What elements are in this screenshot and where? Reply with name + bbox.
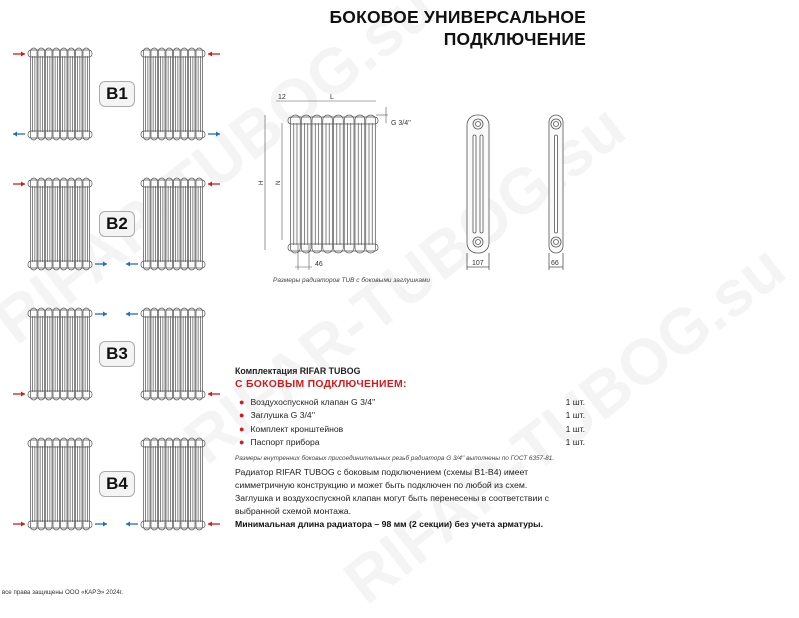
radiator-side-view-66 <box>549 115 563 270</box>
kit-item-name-wrap <box>239 397 375 407</box>
kit-item-name: Паспорт прибора <box>250 437 320 448</box>
supply-arrow-icon <box>13 392 25 397</box>
kit-item <box>235 409 585 423</box>
supply-arrow-icon <box>208 392 220 397</box>
description-p1: Радиатор RIFAR TUBOG с боковым подключением (схемы B1-B4) имеет симметричную конструкцию и может быть подключен по любой из схем. <box>235 467 529 490</box>
radiator-side-view-107 <box>467 115 489 270</box>
kit-item <box>235 395 585 409</box>
radiator-icon <box>28 178 92 270</box>
return-arrow-icon <box>126 522 138 527</box>
supply-arrow-icon <box>13 52 25 57</box>
return-arrow-icon <box>95 312 107 317</box>
dim-H: H <box>259 180 265 185</box>
copyright-footer: все права защищены ООО «КАРЭ» 2024г. <box>2 589 124 596</box>
radiator-icon <box>28 48 92 140</box>
drawing-caption: Размеры радиаторов TUB с боковыми заглушками <box>273 277 431 284</box>
supply-arrow-icon <box>13 182 25 187</box>
dim-107: 107 <box>472 260 484 267</box>
supply-arrow-icon <box>208 52 220 57</box>
kit-section <box>235 366 585 462</box>
kit-item-name-wrap <box>239 437 320 447</box>
dimension-drawing <box>260 95 600 280</box>
radiator-icon <box>288 115 378 253</box>
supply-arrow-icon <box>13 522 25 527</box>
description-p2: Заглушка и воздухоспускной клапан могут быть перенесены в соответствии с выбранной схемой монтажа. <box>235 493 549 516</box>
radiator-icon <box>28 438 92 530</box>
bullet-icon: ● <box>239 437 245 448</box>
dim-12: 12 <box>278 94 286 101</box>
scheme-label: B3 <box>99 341 135 367</box>
return-arrow-icon <box>95 522 107 527</box>
kit-item <box>235 436 585 450</box>
bullet-icon: ● <box>239 423 245 434</box>
supply-arrow-icon <box>208 522 220 527</box>
radiator-icon <box>141 308 205 400</box>
bullet-icon: ● <box>239 396 245 407</box>
return-arrow-icon <box>126 312 138 317</box>
kit-item-name-wrap <box>239 410 315 420</box>
dim-L: L <box>330 94 334 101</box>
kit-item-qty: 1 шт. <box>565 410 585 421</box>
supply-arrow-icon <box>208 182 220 187</box>
description-p3: Минимальная длина радиатора – 98 мм (2 секции) без учета арматуры. <box>235 519 544 529</box>
scheme-label: B2 <box>99 211 135 237</box>
description <box>235 466 585 531</box>
page-title <box>329 6 586 50</box>
kit-item-qty: 1 шт. <box>565 437 585 448</box>
scheme-label: B1 <box>99 81 135 107</box>
scheme-label: B4 <box>99 471 135 497</box>
radiator-front-view <box>288 115 378 253</box>
kit-item-qty: 1 шт. <box>565 423 585 434</box>
kit-heading: Комплектация RIFAR TUBOG <box>235 366 361 376</box>
dim-46: 46 <box>315 261 323 268</box>
return-arrow-icon <box>208 132 220 137</box>
radiator-icon <box>141 438 205 530</box>
return-arrow-icon <box>13 132 25 137</box>
kit-item-name: Заглушка G 3/4'' <box>250 410 315 421</box>
return-arrow-icon <box>126 262 138 267</box>
kit-item-name-wrap <box>239 424 343 434</box>
title-line-1: БОКОВОЕ УНИВЕРСАЛЬНОЕ <box>329 7 586 27</box>
kit-item-name: Комплект кронштейнов <box>250 423 344 434</box>
return-arrow-icon <box>95 262 107 267</box>
dim-66: 66 <box>551 260 559 267</box>
bullet-icon: ● <box>239 410 245 421</box>
dim-thread: G 3/4'' <box>391 120 411 127</box>
dim-N: N <box>276 180 282 185</box>
kit-item-qty: 1 шт. <box>565 396 585 407</box>
kit-item-name: Воздухоспускной клапан G 3/4'' <box>250 396 376 407</box>
kit-note: Размеры внутренних боковых присоединительных резьб радиатора G 3/4'' выполнены по ГОСТ 6357-81. <box>235 455 555 462</box>
radiator-icon <box>141 48 205 140</box>
radiator-icon <box>28 308 92 400</box>
title-line-2: ПОДКЛЮЧЕНИЕ <box>443 29 586 49</box>
kit-item <box>235 422 585 436</box>
radiator-icon <box>141 178 205 270</box>
kit-subheading: С БОКОВЫМ ПОДКЛЮЧЕНИЕМ: <box>235 379 407 390</box>
